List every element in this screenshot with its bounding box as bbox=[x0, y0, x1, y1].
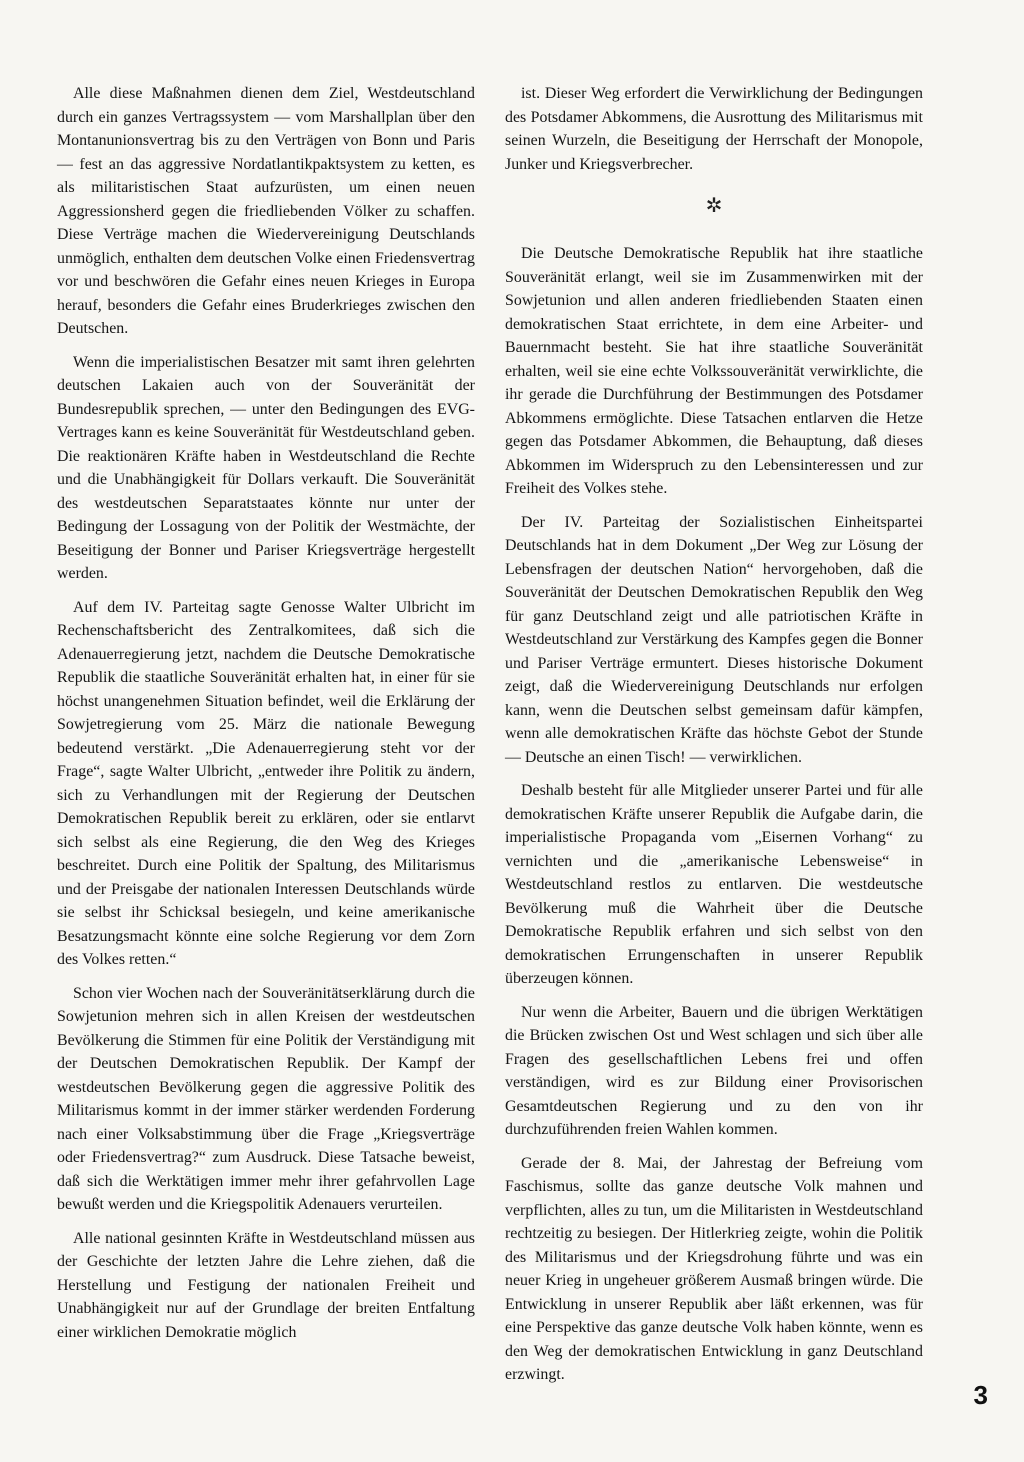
paragraph: Deshalb besteht für alle Mitglieder unserer Partei und für alle demokratischen Kräfte unserer Republik die Aufgabe darin, die imperialistische Propaganda vom „Eisernen Vorhang“ zu vernichten und die „amerikanische Lebensweise“ in Westdeutschland restlos zu entlarven. Die westdeutsche Bevölkerung muß die Wahrheit über die Deutsche Demokratische Republik erfahren und sich selbst von den demokratischen Errungenschaften in unserer Republik überzeugen können. bbox=[505, 782, 923, 987]
paragraph: Der IV. Parteitag der Sozialistischen Einheitspartei Deutschlands hat in dem Dokument „Der Weg zur Lösung der Lebensfragen der deutschen Nation“ hervorgehoben, daß die Souveränität der Deutschen Demokratischen Republik den Weg für ganz Deutschland zeigt und alle patriotischen Kräfte in Westdeutschland zur Verstärkung des Kampfes gegen die Bonner und Pariser Verträge ermuntert. Dieses historische Dokument zeigt, daß die Wiedervereinigung Deutschlands nur erfolgen kann, wenn die Deutschen selbst gemeinsam dafür kämpfen, wenn alle demokratischen Kräfte das höchste Gebot der Stunde — Deutsche an einen Tisch! — verwirklichen. bbox=[505, 513, 923, 766]
paragraph: Gerade der 8. Mai, der Jahrestag der Befreiung vom Faschismus, sollte das ganze deutsche Volk mahnen und verpflichten, alles zu tun, um die Militaristen in Westdeutschland rechtzeitig zu besiegen. Der Hitlerkrieg zeigte, wohin die Politik des Militarismus und der Kriegsdrohung führte und was ein neuer Krieg in ungeheuer größerem Ausmaß bringen würde. Die Entwicklung in unserer Republik aber läßt erkennen, was für eine Perspektive das ganze deutsche Volk haben könnte, wenn es den Weg der demokratischen Entwicklung in ganz Deutschland erzwingt. bbox=[505, 1154, 923, 1383]
paragraph: Alle diese Maßnahmen dienen dem Ziel, Westdeutschland durch ein ganzes Vertragssystem — vom Marshallplan über den Montanunionsvertrag bis zu den Verträgen von Bonn und Paris — fest an das aggressive Nordatlantikpaktsystem zu ketten, es als militaristischen Staat aufzurüsten, um einen neuen Aggressionsherd gegen die friedliebenden Völker zu schaffen. Diese Verträge machen die Wiedervereinigung Deutschlands unmöglich, enthalten dem deutschen Volke einen Friedensvertrag vor und beschwören die Gefahr eines neuen Krieges in Europa herauf, besonders die Gefahr eines Bruderkrieges zwischen den Deutschen. bbox=[57, 85, 475, 337]
paragraph: Nur wenn die Arbeiter, Bauern und die übrigen Werktätigen die Brücken zwischen Ost und West schlagen und sich über alle Fragen des gesellschaftlichen Lebens frei und offen verständigen, wird es zur Bildung einer Provisorischen Gesamtdeutschen Regierung und zu den von ihr durchzuführenden freien Wahlen kommen. bbox=[505, 1003, 923, 1138]
right-column bbox=[505, 82, 923, 1397]
left-column bbox=[57, 82, 475, 1354]
paragraph: Alle national gesinnten Kräfte in Westdeutschland müssen aus der Geschichte der letzten Jahre die Lehre ziehen, daß die Herstellung und Festigung der nationalen Freiheit und Unabhängigkeit nur auf der Grundlage der breiten Entfaltung einer wirklichen Demokratie möglich bbox=[57, 1229, 475, 1341]
paragraph: Schon vier Wochen nach der Souveränitätserklärung durch die Sowjetunion mehren sich in allen Kreisen der westdeutschen Bevölkerung die Stimmen für eine Politik der Verständigung mit der Deutschen Demokratischen Republik. Der Kampf der westdeutschen Bevölkerung gegen die aggressive Politik des Militarismus kommt in der immer stärker werdenden Forderung nach einer Volksabstimmung über die Frage „Kriegsverträge oder Friedensvertrag?“ zum Ausdruck. Diese Tatsache beweist, daß sich die Werktätigen immer mehr ihrer gefahrvollen Lage bewußt werden und die Kriegspolitik Adenauers verurteilen. bbox=[57, 984, 475, 1213]
paragraph: Wenn die imperialistischen Besatzer mit samt ihren gelehrten deutschen Lakaien auch von der Souveränität der Bundesrepublik sprechen, — unter den Bedingungen des EVG-Vertrages kann es keine Souveränität für Westdeutschland geben. Die reaktionären Kräfte haben in Westdeutschland die Rechte und die Unabhängigkeit für Dollars verkauft. Die Souveränität des westdeutschen Separatstaates könnte nur unter der Bedingung der Lossagung von der Politik der Westmächte, der Beseitigung der Bonner und Pariser Kriegsverträge hergestellt werden. bbox=[57, 353, 475, 582]
paragraph: ist. Dieser Weg erfordert die Verwirklichung der Bedingungen des Potsdamer Abkommens, die Ausrottung des Militarismus mit seinen Wurzeln, die Beseitigung der Herrschaft der Monopole, Junker und Kriegsverbrecher. bbox=[505, 85, 923, 173]
section-separator-icon: ✲ bbox=[705, 195, 723, 217]
paragraph: Auf dem IV. Parteitag sagte Genosse Walter Ulbricht im Rechenschaftsbericht des Zentralkomitees, daß sich die Adenauerregierung jetzt, nachdem die Deutsche Demokratische Republik die staatliche Souveränität erhalten hat, in einer für sie höchst unangenehmen Situation befindet, weil die Erklärung der Sowjetregierung vom 25. März die nationale Bewegung bedeutend verstärkt. „Die Adenauerregierung steht vor der Frage“, sagte Walter Ulbricht, „entweder ihre Politik zu ändern, sich zu Verhandlungen mit der Regierung der Deutschen Demokratischen Republik bereit zu erklären, oder sie entlarvt sich selbst als eine Regierung, die den Weg des Krieges beschreitet. Durch eine Politik der Spaltung, des Militarismus und der Preisgabe der nationalen Interessen Deutschlands würde sie selbst ihr Schicksal besiegeln, und keine amerikanische Besatzungsmacht könnte eine solche Regierung vor dem Zorn des Volkes retten.“ bbox=[57, 598, 475, 968]
paragraph: Die Deutsche Demokratische Republik hat ihre staatliche Souveränität erlangt, weil sie im Zusammenwirken mit der Sowjetunion und allen anderen friedliebenden Staaten einen demokratischen Staat errichtete, in dem eine Arbeiter- und Bauernmacht besteht. Sie hat ihre staatliche Souveränität erhalten, weil sie eine echte Volkssouveränität verwirklichte, die ihr gerade die Durchführung der Bestimmungen des Potsdamer Abkommens ermöglichte. Diese Tatsachen entlarven die Hetze gegen das Potsdamer Abkommen, die Behauptung, daß dieses Abkommen im Widerspruch zu den Lebensinteressen und zur Freiheit des Volkes stehe. bbox=[505, 245, 923, 497]
page-number: 3 bbox=[973, 1380, 988, 1410]
